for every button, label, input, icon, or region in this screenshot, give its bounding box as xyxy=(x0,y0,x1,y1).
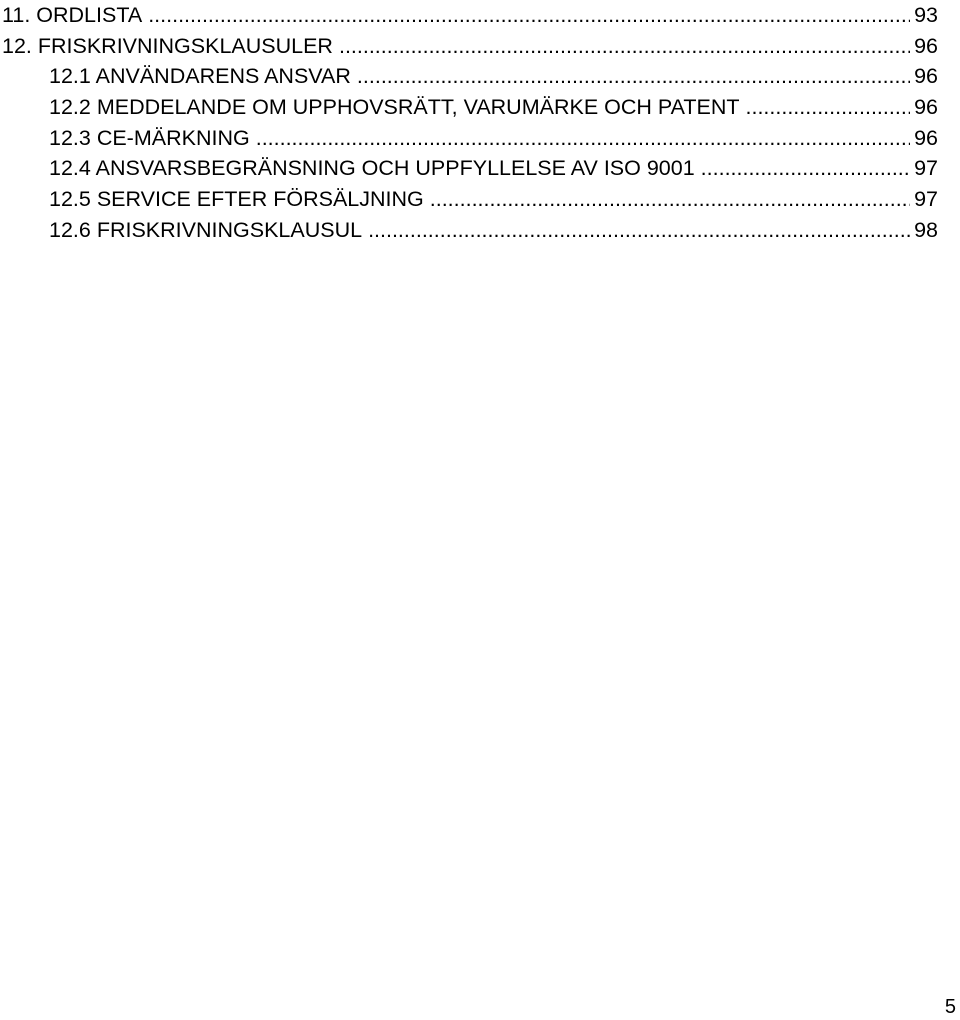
toc-entry-page: 96 xyxy=(914,95,938,120)
toc-entry-ce-markning[interactable] xyxy=(0,123,938,154)
toc-entry-title: 12.1 ANVÄNDARENS ANSVAR xyxy=(49,64,351,89)
toc-entry-page: 96 xyxy=(914,125,938,150)
toc-entry-title: 12.4 ANSVARSBEGRÄNSNING OCH UPPFYLLELSE AV ISO 9001 xyxy=(49,156,695,181)
toc-entry-page: 93 xyxy=(914,3,938,27)
toc-entry-page: 96 xyxy=(914,64,938,89)
toc-entry-page: 97 xyxy=(914,187,938,212)
toc-entry-title: 12.2 MEDDELANDE OM UPPHOVSRÄTT, VARUMÄRKE OCH PATENT xyxy=(49,95,740,120)
toc-dot-leader xyxy=(357,61,910,92)
toc-entry-anvandarens-ansvar[interactable] xyxy=(0,61,938,92)
toc-dot-leader xyxy=(746,92,911,123)
toc-entry-title: 12.6 FRISKRIVNINGSKLAUSUL xyxy=(49,217,363,242)
toc-entry-ordlista[interactable] xyxy=(0,0,938,31)
toc-dot-leader xyxy=(339,31,910,62)
toc-entry-title: 12.5 SERVICE EFTER FÖRSÄLJNING xyxy=(49,187,424,212)
toc-dot-leader xyxy=(368,215,910,246)
toc-entry-title: 11. ORDLISTA xyxy=(2,3,143,27)
toc-entry-title: 12.3 CE-MÄRKNING xyxy=(49,125,250,150)
toc-entry-ansvarsbegransning[interactable] xyxy=(0,153,938,184)
toc-entry-page: 98 xyxy=(914,217,938,242)
toc-dot-leader xyxy=(148,0,910,31)
toc-dot-leader xyxy=(256,123,910,154)
toc-entry-meddelande-upphovsratt[interactable] xyxy=(0,92,938,123)
toc-entry-friskrivningsklausuler[interactable] xyxy=(0,31,938,62)
page-number: 5 xyxy=(944,996,956,1018)
toc-entry-friskrivningsklausul[interactable] xyxy=(0,215,938,246)
table-of-contents xyxy=(0,0,938,246)
toc-entry-page: 97 xyxy=(914,156,938,181)
toc-entry-service-efter-forsaljning[interactable] xyxy=(0,184,938,215)
toc-entry-title: 12. FRISKRIVNINGSKLAUSULER xyxy=(2,33,333,58)
toc-dot-leader xyxy=(701,153,910,184)
toc-dot-leader xyxy=(430,184,910,215)
toc-entry-page: 96 xyxy=(914,33,938,58)
